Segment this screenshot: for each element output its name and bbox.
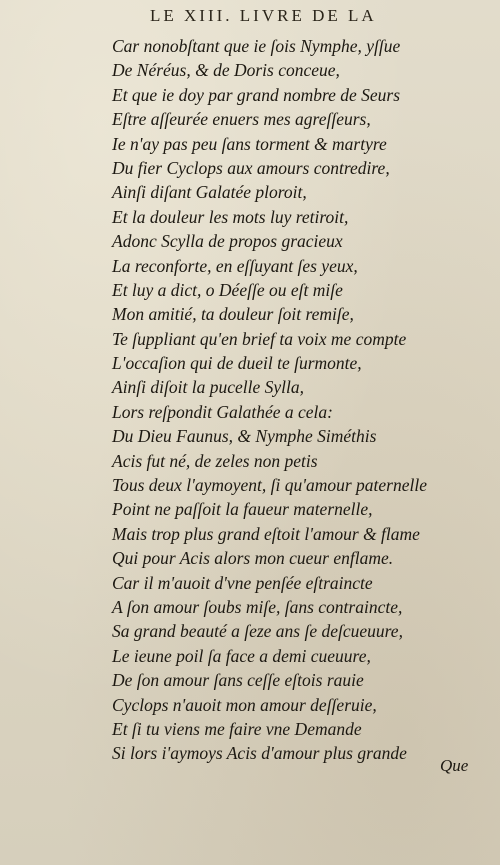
verse-line: Qui pour Acis alors mon cueur enflame. (112, 548, 394, 569)
verse-line: A ſon amour ſoubs miſe, ſans contraincte, (112, 596, 403, 617)
verse-line: De ſon amour ſans ceſſe eſtois rauie (112, 670, 364, 691)
verse-line: Le ieune poil ſa face a demi cueuure, (112, 645, 371, 666)
verse-line: Ainſi diſoit la pucelle Sylla, (112, 377, 304, 398)
catchword: Que (440, 756, 469, 775)
verse-line: Si lors i'aymoys Acis d'amour plus grande (112, 743, 407, 764)
verse-line: Point ne paſſoit la faueur maternelle, (112, 499, 373, 520)
verse-line: Et luy a dict, o Déeſſe ou eſt miſe (112, 279, 343, 300)
verse-line: Mais trop plus grand eſtoit l'amour & flame (112, 523, 420, 544)
verse-line: Sa grand beauté a ſeze ans ſe deſcueuure, (112, 621, 403, 642)
verse-line: La reconforte, en eſſuyant ſes yeux, (112, 255, 358, 276)
verse-line: De Néréus, & de Doris conceue, (112, 60, 340, 81)
verse-line: Et que ie doy par grand nombre de Seurs (112, 84, 401, 105)
verse-line: Acis fut né, de zeles non petis (112, 450, 318, 471)
verse-line: Ie n'ay pas peu ſans torment & martyre (112, 133, 387, 154)
verse-block (112, 34, 482, 766)
verse-line: Et la douleur les mots luy retiroit, (112, 206, 349, 227)
verse-line: L'occaſion qui de dueil te ſurmonte, (112, 353, 362, 374)
verse-line: Car nonobſtant que ie ſois Nymphe, yſſue (112, 36, 401, 56)
verse-line: Car il m'auoit d'vne penſée eſtraincte (112, 572, 373, 593)
verse-line: Te ſuppliant qu'en brief ta voix me compte (112, 328, 407, 349)
verse-line: Eſtre aſſeurée enuers mes agreſſeurs, (112, 109, 371, 130)
verse-line: Du fier Cyclops aux amours contredire, (112, 157, 390, 178)
verse-line: Mon amitié, ta douleur ſoit remiſe, (112, 304, 354, 325)
verse-line: Du Dieu Faunus, & Nymphe Siméthis (112, 426, 377, 447)
verse-line: Et ſi tu viens me faire vne Demande (112, 718, 362, 739)
verse-line: Cyclops n'auoit mon amour deſſeruie, (112, 694, 377, 715)
verse-line: Adonc Scylla de propos gracieux (112, 231, 343, 252)
verse-line: Tous deux l'aymoyent, ſi qu'amour paternelle (112, 475, 427, 496)
running-head: LE XIII. LIVRE DE LA (150, 6, 377, 25)
verse-line: Lors reſpondit Galathée a cela: (112, 401, 333, 422)
verse-line: Ainſi diſant Galatée ploroit, (112, 182, 307, 203)
